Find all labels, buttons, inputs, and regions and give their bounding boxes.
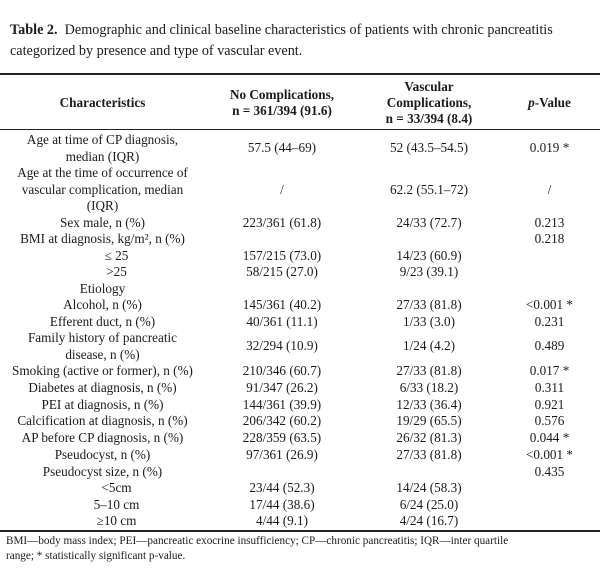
vascular-cell: 27/33 (81.8) — [396, 363, 462, 379]
caption-line-1 — [10, 20, 600, 41]
p-value-cell — [499, 281, 600, 298]
table-row — [0, 248, 600, 265]
table-row — [0, 264, 600, 281]
vascular-cell: 62.2 (55.1–72) — [389, 181, 469, 197]
p-value-cell: 0.017 * — [529, 363, 570, 379]
row-label-line: Smoking (active or former), n (%) — [12, 363, 193, 379]
row-label-line: ≥10 cm — [96, 513, 137, 528]
row-label — [0, 231, 205, 248]
row-label — [0, 447, 205, 464]
no-complications-cell: 17/44 (38.6) — [249, 496, 315, 512]
row-label-line: Family history of pancreatic — [27, 330, 178, 345]
row-label — [0, 497, 205, 514]
table-row — [0, 330, 600, 363]
p-value-cell: <0.001 * — [526, 297, 573, 312]
no-complications-cell: 144/361 (39.9) — [242, 396, 322, 412]
table-row — [0, 231, 600, 248]
p-value-cell: 0.218 — [534, 231, 565, 246]
row-label — [0, 464, 205, 481]
no-complications-cell — [205, 464, 359, 481]
row-label — [0, 480, 205, 497]
table-footnote — [6, 534, 600, 564]
table-caption — [10, 20, 600, 62]
no-complications-cell: 58/215 (27.0) — [246, 264, 318, 279]
table-row — [0, 447, 600, 464]
p-value-cell — [499, 264, 600, 281]
row-label-line: Efferent duct, n (%) — [49, 313, 156, 329]
vascular-cell — [359, 231, 499, 248]
footnote-line-1: BMI—body mass index; PEI—pancreatic exocrine insufficiency; CP—chronic pancreatitis; IQR—inter quartile — [6, 535, 509, 547]
row-label — [0, 413, 205, 430]
row-label-line: Sex male, n (%) — [60, 214, 145, 230]
vascular-cell: 52 (43.5–54.5) — [389, 140, 469, 156]
row-label-line: ≤ 25 — [104, 247, 129, 263]
vascular-cell: 9/23 (39.1) — [399, 264, 459, 279]
row-label-line: median (IQR) — [65, 148, 140, 164]
header-p-rest: -Value — [534, 95, 571, 110]
table-row — [0, 413, 600, 430]
p-value-cell: 0.435 — [534, 463, 565, 479]
row-label-line: Etiology — [79, 280, 126, 296]
vascular-cell — [359, 464, 499, 481]
vascular-cell: 27/33 (81.8) — [396, 297, 462, 312]
row-label — [0, 281, 205, 298]
row-label-line: Age at the time of occurrence of — [17, 165, 188, 180]
no-complications-cell: 32/294 (10.9) — [246, 338, 318, 354]
no-complications-cell: 145/361 (40.2) — [242, 297, 322, 312]
table-row — [0, 132, 600, 165]
no-complications-cell: 206/342 (60.2) — [242, 413, 322, 429]
header-p-value — [499, 95, 600, 111]
row-label — [0, 248, 205, 265]
row-label-line: <5cm — [101, 480, 132, 495]
header-vascular-line3: n = 33/394 (8.4) — [385, 111, 473, 126]
p-value-cell: / — [547, 181, 552, 197]
p-value-cell — [499, 480, 600, 497]
table-row — [0, 215, 600, 232]
row-label — [0, 314, 205, 331]
no-complications-cell: 91/347 (26.2) — [246, 380, 318, 395]
vascular-cell: 19/29 (65.5) — [396, 413, 462, 429]
p-value-cell: 0.213 — [534, 214, 565, 230]
table-row — [0, 430, 600, 447]
p-value-cell: 0.311 — [534, 380, 565, 395]
header-no-complications-line2: n = 361/394 (91.6) — [232, 103, 332, 118]
p-value-cell — [499, 497, 600, 514]
row-label-line: Calcification at diagnosis, n (%) — [17, 413, 188, 429]
row-label — [0, 330, 205, 363]
row-label — [0, 297, 205, 314]
vascular-cell: 12/33 (36.4) — [396, 396, 462, 412]
table-row — [0, 363, 600, 380]
no-complications-cell: 57.5 (44–69) — [247, 140, 317, 156]
table-row — [0, 297, 600, 314]
row-label-line: 5–10 cm — [93, 496, 140, 512]
no-complications-cell: 4/44 (9.1) — [255, 513, 308, 528]
no-complications-cell: 157/215 (73.0) — [242, 247, 322, 263]
bottom-rule — [0, 530, 600, 532]
top-rule — [0, 73, 600, 75]
row-label-line: Age at time of CP diagnosis, — [26, 132, 179, 147]
table-row — [0, 497, 600, 514]
vascular-cell: 24/33 (72.7) — [396, 214, 462, 230]
p-value-cell — [499, 513, 600, 530]
footnote-line-2: range; * statistically significant p-value. — [6, 550, 186, 562]
row-label-line: Diabetes at diagnosis, n (%) — [28, 380, 177, 395]
table-row — [0, 281, 600, 298]
p-value-cell: 0.019 * — [529, 140, 570, 156]
row-label-line: vascular complication, median — [21, 181, 184, 197]
no-complications-cell: 23/44 (52.3) — [249, 480, 315, 495]
row-label — [0, 397, 205, 414]
no-complications-cell: 228/359 (63.5) — [242, 430, 322, 446]
vascular-cell: 14/24 (58.3) — [396, 480, 462, 495]
table-row — [0, 480, 600, 497]
p-value-cell: 0.576 — [534, 413, 565, 429]
row-label-line: Pseudocyst size, n (%) — [42, 463, 163, 479]
table-row — [0, 397, 600, 414]
row-label-line: Alcohol, n (%) — [63, 297, 142, 312]
p-value-cell: <0.001 * — [526, 447, 573, 462]
caption-text-1: Demographic and clinical baseline characteristics of patients with chronic pancreatitis — [64, 22, 553, 38]
row-label-line: AP before CP diagnosis, n (%) — [21, 430, 184, 446]
row-label — [0, 215, 205, 232]
row-label — [0, 513, 205, 530]
vascular-cell: 1/24 (4.2) — [402, 338, 455, 354]
no-complications-cell: 97/361 (26.9) — [246, 447, 318, 462]
p-value-cell: 0.231 — [534, 313, 565, 329]
row-label-line: (IQR) — [86, 198, 119, 213]
no-complications-cell — [205, 231, 359, 248]
table-row — [0, 165, 600, 215]
vascular-cell — [359, 281, 499, 298]
table-row — [0, 314, 600, 331]
header-no-complications — [205, 87, 359, 119]
vascular-cell: 14/23 (60.9) — [396, 247, 462, 263]
no-complications-cell: / — [280, 181, 284, 197]
row-label — [0, 165, 205, 215]
caption-label: Table 2. — [10, 22, 58, 38]
header-no-complications-line1: No Complications, — [229, 87, 335, 102]
header-vascular-line2: Complications, — [386, 95, 472, 110]
p-value-cell: 0.044 * — [529, 430, 570, 446]
no-complications-cell: 223/361 (61.8) — [242, 214, 322, 230]
row-label-line: >25 — [106, 264, 127, 279]
row-label — [0, 363, 205, 380]
row-label — [0, 430, 205, 447]
table-row — [0, 380, 600, 397]
row-label-line: PEI at diagnosis, n (%) — [41, 396, 164, 412]
header-vascular-line1: Vascular — [404, 79, 454, 94]
row-label-line: BMI at diagnosis, kg/m², n (%) — [20, 231, 185, 246]
vascular-cell: 26/32 (81.3) — [396, 430, 462, 446]
header-vascular-complications — [359, 79, 499, 127]
vascular-cell: 6/33 (18.2) — [399, 380, 459, 395]
no-complications-cell: 210/346 (60.7) — [242, 363, 322, 379]
row-label — [0, 264, 205, 281]
row-label — [0, 132, 205, 165]
data-table-body — [0, 132, 600, 530]
row-label-line: Pseudocyst, n (%) — [54, 447, 151, 462]
p-value-cell: 0.921 — [534, 396, 565, 412]
caption-line-2: categorized by presence and type of vascular event. — [10, 43, 303, 59]
data-table — [0, 132, 600, 530]
table-row — [0, 513, 600, 530]
vascular-cell: 6/24 (25.0) — [399, 496, 459, 512]
vascular-cell: 1/33 (3.0) — [402, 313, 455, 329]
header-characteristics: Characteristics — [59, 95, 146, 110]
p-value-cell: 0.489 — [534, 338, 565, 354]
p-value-cell — [499, 248, 600, 265]
table-row — [0, 464, 600, 481]
header-p-italic: p — [528, 95, 535, 110]
row-label — [0, 380, 205, 397]
no-complications-cell: 40/361 (11.1) — [246, 313, 318, 329]
vascular-cell: 27/33 (81.8) — [396, 447, 462, 462]
no-complications-cell — [205, 281, 359, 298]
header-rule — [0, 129, 600, 130]
row-label-line: disease, n (%) — [65, 346, 140, 362]
vascular-cell: 4/24 (16.7) — [399, 513, 459, 528]
